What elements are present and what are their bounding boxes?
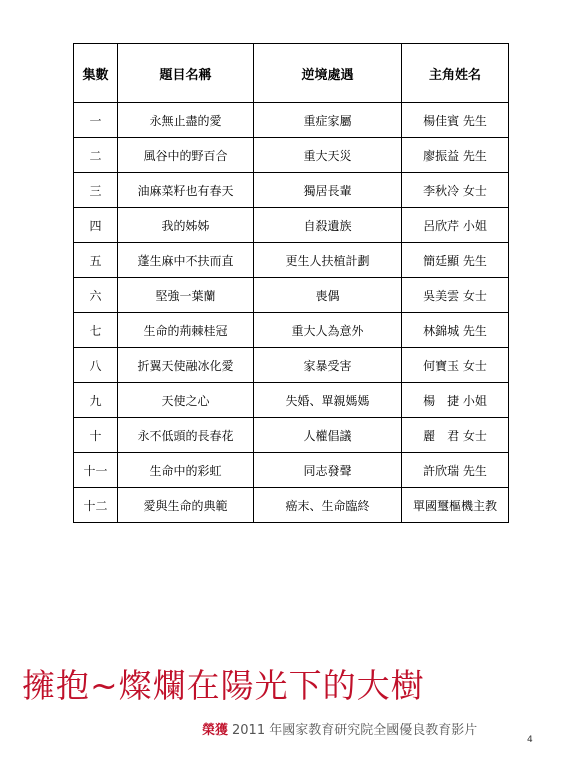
cell-adversity: 人權倡議 <box>254 418 402 453</box>
cell-title: 天使之心 <box>118 383 254 418</box>
cell-adversity: 獨居長輩 <box>254 173 402 208</box>
cell-protagonist: 廖振益 先生 <box>402 138 509 173</box>
cell-title: 生命中的彩虹 <box>118 453 254 488</box>
table-row <box>74 173 509 208</box>
cell-title: 堅強一葉蘭 <box>118 278 254 313</box>
table-row <box>74 418 509 453</box>
banner-title: 擁抱~燦爛在陽光下的大樹 <box>22 666 425 705</box>
cell-protagonist: 吳美雲 女士 <box>402 278 509 313</box>
cell-episode: 九 <box>74 383 118 418</box>
table-row <box>74 348 509 383</box>
cell-adversity: 失婚、單親媽媽 <box>254 383 402 418</box>
cell-protagonist: 單國璽樞機主教 <box>402 488 509 523</box>
table-row <box>74 208 509 243</box>
award-line <box>202 719 477 738</box>
cell-protagonist: 楊佳賓 先生 <box>402 103 509 138</box>
cell-adversity: 癌末、生命臨終 <box>254 488 402 523</box>
cell-adversity: 重症家屬 <box>254 103 402 138</box>
table-row <box>74 488 509 523</box>
cell-episode: 十二 <box>74 488 118 523</box>
header-episode: 集數 <box>74 44 118 103</box>
cell-episode: 六 <box>74 278 118 313</box>
table-header-row <box>74 44 509 103</box>
episode-table <box>73 43 509 523</box>
table-row <box>74 243 509 278</box>
cell-adversity: 家暴受害 <box>254 348 402 383</box>
table-row <box>74 138 509 173</box>
cell-episode: 二 <box>74 138 118 173</box>
cell-title: 蓬生麻中不扶而直 <box>118 243 254 278</box>
cell-episode: 一 <box>74 103 118 138</box>
header-title: 題目名稱 <box>118 44 254 103</box>
cell-episode: 十 <box>74 418 118 453</box>
cell-episode: 七 <box>74 313 118 348</box>
cell-protagonist: 簡廷顯 先生 <box>402 243 509 278</box>
table-row <box>74 313 509 348</box>
cell-episode: 十一 <box>74 453 118 488</box>
cell-title: 永不低頭的長春花 <box>118 418 254 453</box>
cell-episode: 八 <box>74 348 118 383</box>
table-row <box>74 103 509 138</box>
cell-protagonist: 何寶玉 女士 <box>402 348 509 383</box>
cell-title: 風谷中的野百合 <box>118 138 254 173</box>
award-label: 榮獲 <box>202 723 229 738</box>
cell-adversity: 自殺遺族 <box>254 208 402 243</box>
cell-episode: 三 <box>74 173 118 208</box>
page-number: 4 <box>527 735 533 745</box>
cell-title: 油麻菜籽也有春天 <box>118 173 254 208</box>
cell-protagonist: 許欣瑞 先生 <box>402 453 509 488</box>
cell-title: 折翼天使融冰化愛 <box>118 348 254 383</box>
cell-adversity: 更生人扶植計劃 <box>254 243 402 278</box>
header-adversity: 逆境處遇 <box>254 44 402 103</box>
table-row <box>74 278 509 313</box>
table-row <box>74 383 509 418</box>
cell-protagonist: 呂欣芹 小姐 <box>402 208 509 243</box>
award-text: 2011 年國家教育研究院全國優良教育影片 <box>232 723 478 738</box>
cell-title: 我的姊姊 <box>118 208 254 243</box>
cell-protagonist: 楊 捷 小姐 <box>402 383 509 418</box>
cell-adversity: 喪偶 <box>254 278 402 313</box>
cell-adversity: 重大人為意外 <box>254 313 402 348</box>
cell-title: 永無止盡的愛 <box>118 103 254 138</box>
episode-table-container <box>73 43 508 523</box>
table-row <box>74 453 509 488</box>
cell-episode: 四 <box>74 208 118 243</box>
header-protagonist: 主角姓名 <box>402 44 509 103</box>
cell-protagonist: 麗 君 女士 <box>402 418 509 453</box>
cell-protagonist: 林錦城 先生 <box>402 313 509 348</box>
cell-title: 生命的荊棘桂冠 <box>118 313 254 348</box>
cell-title: 愛與生命的典範 <box>118 488 254 523</box>
cell-adversity: 重大天災 <box>254 138 402 173</box>
cell-protagonist: 李秋冷 女士 <box>402 173 509 208</box>
cell-adversity: 同志發聲 <box>254 453 402 488</box>
cell-episode: 五 <box>74 243 118 278</box>
